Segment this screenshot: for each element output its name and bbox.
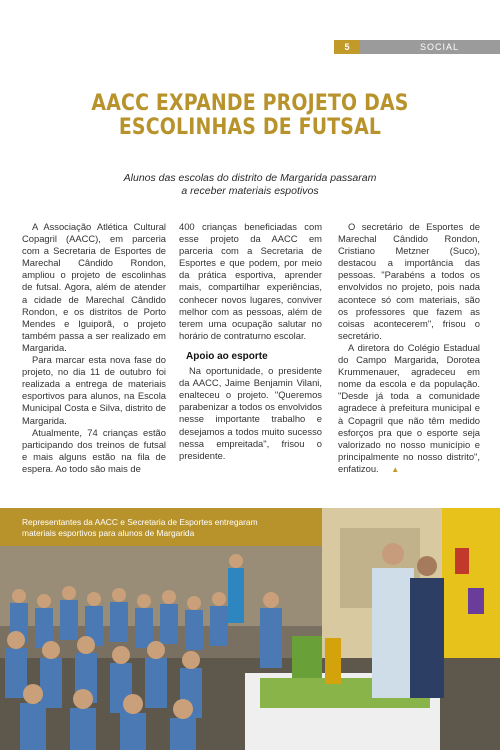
article-title-line-2: ESCOLINHAS DE FUTSAL [118,115,382,140]
section-heading: Apoio ao esporte [186,350,268,362]
article-title [69,92,430,140]
section-label: SOCIAL [420,42,460,52]
photo-caption-line-2: materiais esportivos para alunos de Margarida [22,528,195,538]
paragraph: O secretário de Esportes de Marechal Cândido Rondon, Cristiano Metzner (Suco), destacou a importância das pessoas. "Parabéns a todos os envolvidos no projeto, pois nada acontece só com materiais, são os professores que fazem as coisas acontecerem", frisou o secretário. [338,221,480,341]
article-title-line-1: AACC EXPANDE PROJETO DAS [91,91,409,116]
article-column-3 [338,221,480,476]
paragraph: 400 crianças beneficiadas com esse projeto da AACC em parceria com a Secretaria de Esportes e que podem, por meio da prática esportiva, aprender mais, compartilhar experiências, conhecer novos lugares, conviver melhor com as pessoas, além de terem uma ocupação salutar no horário de contraturno escolar. [179,221,322,341]
article-column-2 [179,221,322,462]
photo-caption-line-1: Representantes da AACC e Secretaria de Esportes entregaram [22,517,258,527]
photo-caption [0,508,322,546]
article-subtitle [60,172,440,198]
paragraph: Na oportunidade, o presidente da AACC, Jaime Benjamin Vilani, enalteceu o projeto. "Queremos parabenizar a todos os envolvidos nesse importante trabalho e desejamos a todos muito sucesso nessa empreitada", frisou o presidente. [179,365,322,461]
article-subtitle-line-1: Alunos das escolas do distrito de Margarida passaram [123,172,377,184]
paragraph-text: A diretora do Colégio Estadual do Campo Margarida, Dorotea Krummenauer, agradeceu em nome da escola e da população. "Desde já toda a comunidade agradece à prefeitura municipal e à Copagril que não têm medido esforços pra que o esporte seja valorizado no nosso município e principalmente no nosso distrito", enfatizou. [338,341,480,474]
paragraph: Para marcar esta nova fase do projeto, no dia 11 de outubro foi realizada a entrega de materiais esportivos para alunos, na Escola Municipal Costa e Silva, distrito de Margarida. [22,354,166,426]
article-subtitle-line-2: a receber materiais espotivos [181,185,319,197]
end-of-article-icon: ▲ [391,464,400,474]
paragraph [338,342,480,476]
page-number: 5 [334,40,360,54]
paragraph: A Associação Atlética Cultural Copagril (AACC), em parceria com a Secretaria de Esportes de Marechal Cândido Rondon, ampliou o projeto de escolinhas de futsal. Agora, além de atender a cidade de Marechal Cândido Rondon, e os distritos de Porto Mendes e Iguiporã, o projeto também passa a ser realizado em Margarida. [22,221,166,353]
article-column-1 [22,221,166,475]
paragraph: Atualmente, 74 crianças estão participando dos treinos de futsal e mais alguns estão na fila de espera. Ao todo são mais de [22,426,166,474]
